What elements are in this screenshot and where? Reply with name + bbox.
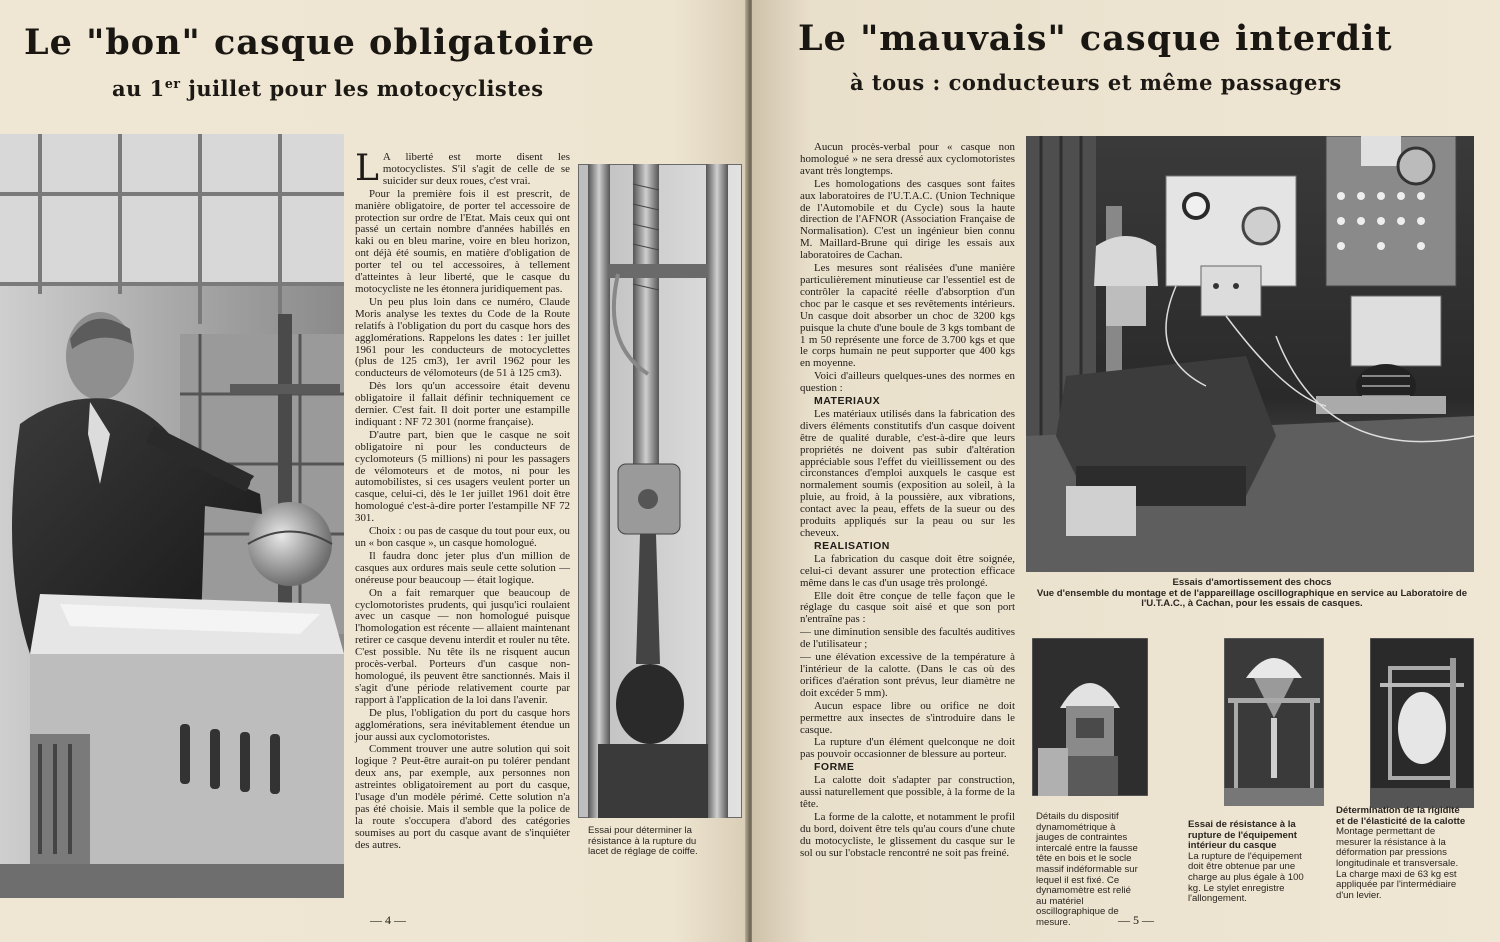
right-paragraph-11: La forme de la calotte, et notamment le profil du bord, doivent être tels qu'au cours d'une chute du motocycliste, le glissement du casque sur le sol ou sur l'obstacle rencontré ne soit pas freiné. — [800, 810, 1015, 859]
right-paragraph-2: Les homologations des casques sont faites aux laboratoires de l'U.T.A.C. (Union Technique de l'Automobile et du Cycle) sous la haute direction de l'AFNOR (Association Française de Normalisation). C'est un ingénieur bien connu M. Maillard-Brune qui dirige les essais aux laboratoires de Cachan. — [800, 177, 1015, 262]
photo-shell-rigidity-test-image — [1370, 638, 1474, 808]
photo-lab-oscillograph-setup-image — [1026, 136, 1474, 572]
left-subheadline-sup: er — [164, 76, 181, 91]
right-subheadline: à tous : conducteurs et même passagers — [850, 70, 1342, 95]
left-subheadline — [112, 76, 544, 101]
left-headline-part-1: Le — [24, 22, 87, 63]
caption-rupture-test-text: La rupture de l'équipement doit être obtenue par une charge au plus égale à 100 kg. Le stylet enregistre l'allongement. — [1188, 850, 1304, 905]
right-paragraph-1: Aucun procès-verbal pour « casque non homologué » ne sera dressé aux cyclomotoristes avant très longtemps. — [800, 141, 1015, 177]
right-headline-part-2: "mauvais" — [860, 18, 1067, 59]
left-paragraph-4: Dès lors qu'un accessoire était devenu obligatoire il fallait définir techniquement ce dernier. C'est fait. Il doit porter une estampille indiquant : NF 72 301 (norme française). — [355, 380, 570, 428]
left-paragraph-8: On a fait remarquer que beaucoup de cyclomotoristes prudents, qui jusqu'ici roulaient avec un casque — non homologué puisque l'homologation est récente — allaient maintenant retirer ce casque devenu interdit et rouler nu tête. C'est possible. Nu tête ils ne risquent aucun procès-verbal. Porteurs d'un casque non-homologué, ils peuvent être sanctionnés. Mais il s'agit d'une période relativement courte par rapport à l'application de la loi dans l'avenir. — [355, 586, 570, 706]
right-article-text — [800, 142, 1015, 902]
section-heading-realisation: REALISATION — [814, 539, 890, 552]
right-page — [752, 0, 1500, 942]
left-paragraph-2: Pour la première fois il est prescrit, de manière obligatoire, de porter tel accessoire de protection sur ordre de l'Etat. Mais ceux qui ont passé un certain nombre d'années habillés en kaki ou en bleu marine, voire en bleu horizon, ont déjà été soumis, en matière d'obligation de porter tel ou tel accessoires, à tellement d'atteintes à leur liberté, que le casque du motocycliste ne les étonnera juridiquement pas. — [355, 187, 570, 295]
left-paragraph-5: D'autre part, bien que le casque ne soit obligatoire ni pour les conducteurs de cyclomoteurs (5 millions) ni pour les passagers de vélomoteurs et de motos, ni pour les automobilistes, si ces usagers veulent porter un casque, celui-ci, dès le 1er juillet 1961 doit être homologué c'est-à-dire porter l'estampille NF 72 301. — [355, 428, 570, 525]
photo-man-testing-helmet — [0, 134, 344, 898]
right-paragraph-6: La fabrication du casque doit être soignée, celui-ci devant assurer une protection efficace même dans le cas d'un usage très prolongé. — [800, 552, 1015, 589]
caption-dynamometer — [1036, 812, 1142, 929]
left-paragraph-10: Comment trouver une autre solution qui soit logique ? Peut-être aurait-on pu tolérer pendant deux ans, par exemple, aux personnes non astreintes obligatoirement au port du casque, l'usage d'un modèle périmé. Cette solution n'a pas été choisie. Mais il semble que la police de la route s'occupera d'abord des catégories soumises au port du casque avant de s'inquiéter des autres. — [355, 743, 570, 851]
caption-rupture-test — [1188, 820, 1310, 905]
left-paragraph-3: Un peu plus loin dans ce numéro, Claude Moris analyse les textes du Code de la Route relatifs à l'obligation du port du casque hors des agglomérations. Rappelons les dates : 1er juillet 1961 pour les conducteurs de motocyclettes (plus de 125 cm3), 1er avril 1962 pour les conducteurs de vélomoteurs (de 51 à 125 cm3). — [355, 295, 570, 380]
left-paragraph-7: Il faudra donc jeter plus d'un million de casques aux ordures mais seule cette solution — onéreuse pour beaucoup — était logique. — [355, 549, 570, 586]
caption-test-rig: Essai pour déterminer la résistance à la rupture du lacet de réglage de coiffe. — [588, 825, 698, 858]
left-page — [0, 0, 748, 942]
right-headline-part-1: Le — [798, 18, 861, 59]
left-subheadline-a: au 1 — [112, 76, 165, 101]
left-paragraph-9: De plus, l'obligation du port du casque hors agglomérations, sera inévitablement étendue un jour aussi aux cyclomotoristes. — [355, 706, 570, 743]
right-headline — [798, 18, 1393, 59]
right-paragraph-9: La rupture d'un élément quelconque ne doit pas pouvoir occasionner de blessure au porteur. — [800, 736, 1015, 761]
section-heading-materiaux: MATERIAUX — [814, 395, 881, 408]
photo-man-testing-helmet-image — [0, 134, 344, 898]
section-heading-forme: FORME — [814, 761, 855, 774]
right-list-item-2: — une élévation excessive de la température à l'intérieur de la calotte. (Dans le cas où des orifices d'aération sont prévus, leur diamètre ne doit excéder 5 mm). — [800, 651, 1015, 699]
right-headline-part-3: casque interdit — [1066, 18, 1393, 59]
left-headline-part-3: casque obligatoire — [200, 22, 596, 63]
caption-main-lab-text: Vue d'ensemble du montage et de l'appareillage oscillographique en service au Laboratoire de l'U.T.A.C., à Cachan, pour les essais de casques. — [1036, 587, 1468, 610]
left-paragraph-1-text: A liberté est morte disent les motocyclistes. S'il s'agit de celle de se suicider sur deux roues, c'est vrai. — [382, 151, 570, 187]
caption-rupture-test-title: Essai de résistance à la rupture de l'équipement intérieur du casque — [1188, 819, 1297, 852]
caption-main-lab — [1032, 578, 1472, 610]
left-headline-part-2: "bon" — [86, 22, 201, 63]
photo-test-rig-closeup-image — [578, 164, 742, 818]
photo-dynamometer-head-image — [1032, 638, 1148, 796]
caption-dynamometer-text: Détails du dispositif dynamométrique à jauges de contraintes intercalé entre la fausse tête en bois et le socle massif indéformable sur lequel il est fixé. Ce dynamomètre est relié au matériel oscillographique de mesure. — [1036, 811, 1138, 928]
right-paragraph-3: Les mesures sont réalisées d'une manière particulièrement minutieuse car l'essentiel est de contrôler la capacité réelle d'absorption d'un choc par le casque et ses revêtements intérieurs. Un casque doit absorber un choc de 3200 kgs puisque la chute d'une boule de 3 kgs tombant de 1 m 50 représente une force de 3.700 kgs et que le corps humain ne peut supporter que 400 kgs en moyenne. — [800, 262, 1015, 370]
left-page-number: — 4 — — [370, 913, 406, 927]
photo-lab-oscillograph-setup — [1026, 136, 1474, 572]
right-paragraph-8: Aucun espace libre ou orifice ne doit permettre aux insectes de s'introduire dans le casque. — [800, 699, 1015, 736]
photo-rupture-test-image — [1224, 638, 1324, 806]
dropcap-letter: L — [355, 148, 379, 189]
photo-shell-rigidity-test — [1370, 638, 1474, 808]
caption-rigidity-test — [1336, 806, 1470, 901]
left-headline — [24, 22, 595, 63]
left-paragraph-1 — [355, 148, 570, 189]
right-paragraph-4: Voici d'ailleurs quelques-unes des normes en question : — [800, 370, 1015, 395]
photo-rupture-test — [1224, 638, 1324, 806]
left-paragraph-6: Choix : ou pas de casque du tout pour eux, ou un « bon casque », un casque homologué. — [355, 525, 570, 549]
right-paragraph-10: La calotte doit s'adapter par construction, aussi naturellement que possible, à la forme de la tête. — [800, 774, 1015, 810]
right-paragraph-7: Elle doit être conçue de telle façon que le réglage du casque soit aisé et que son port n'entraîne pas : — [800, 589, 1015, 626]
caption-main-lab-title: Essais d'amortissement des chocs — [1172, 577, 1332, 588]
left-subheadline-b: juillet pour les motocyclistes — [180, 76, 544, 101]
caption-rigidity-test-title: Détermination de la rigidité et de l'élasticité de la calotte — [1336, 805, 1466, 827]
right-list-item-1: — une diminution sensible des facultés auditives de l'utilisateur ; — [800, 626, 1015, 651]
left-article-text — [355, 148, 570, 897]
right-paragraph-5: Les matériaux utilisés dans la fabrication des divers éléments constitutifs d'un casque doivent être de qualité durable, c'est-à-dire que leurs propriétés ne doivent pas subir d'altération appréciable sous l'effet du vieillissement ou des circonstances d'emploi auxquels le casque est normalement soumis (exposition au soleil, à la pluie, au froid, à la poussière, aux vibrations, contact avec la peau, effets de la sueur ou des produits appliqués sur la peau ou sur les cheveux. — [800, 407, 1015, 539]
caption-rigidity-test-text: Montage permettant de mesurer la résistance à la déformation par pressions longitudinale et transversale. La charge maxi de 63 kg est appliquée par l'intermédiaire d'un levier. — [1336, 826, 1459, 901]
photo-dynamometer-head — [1032, 638, 1148, 796]
right-page-number: — 5 — — [1118, 913, 1154, 927]
photo-test-rig-closeup — [578, 164, 742, 818]
